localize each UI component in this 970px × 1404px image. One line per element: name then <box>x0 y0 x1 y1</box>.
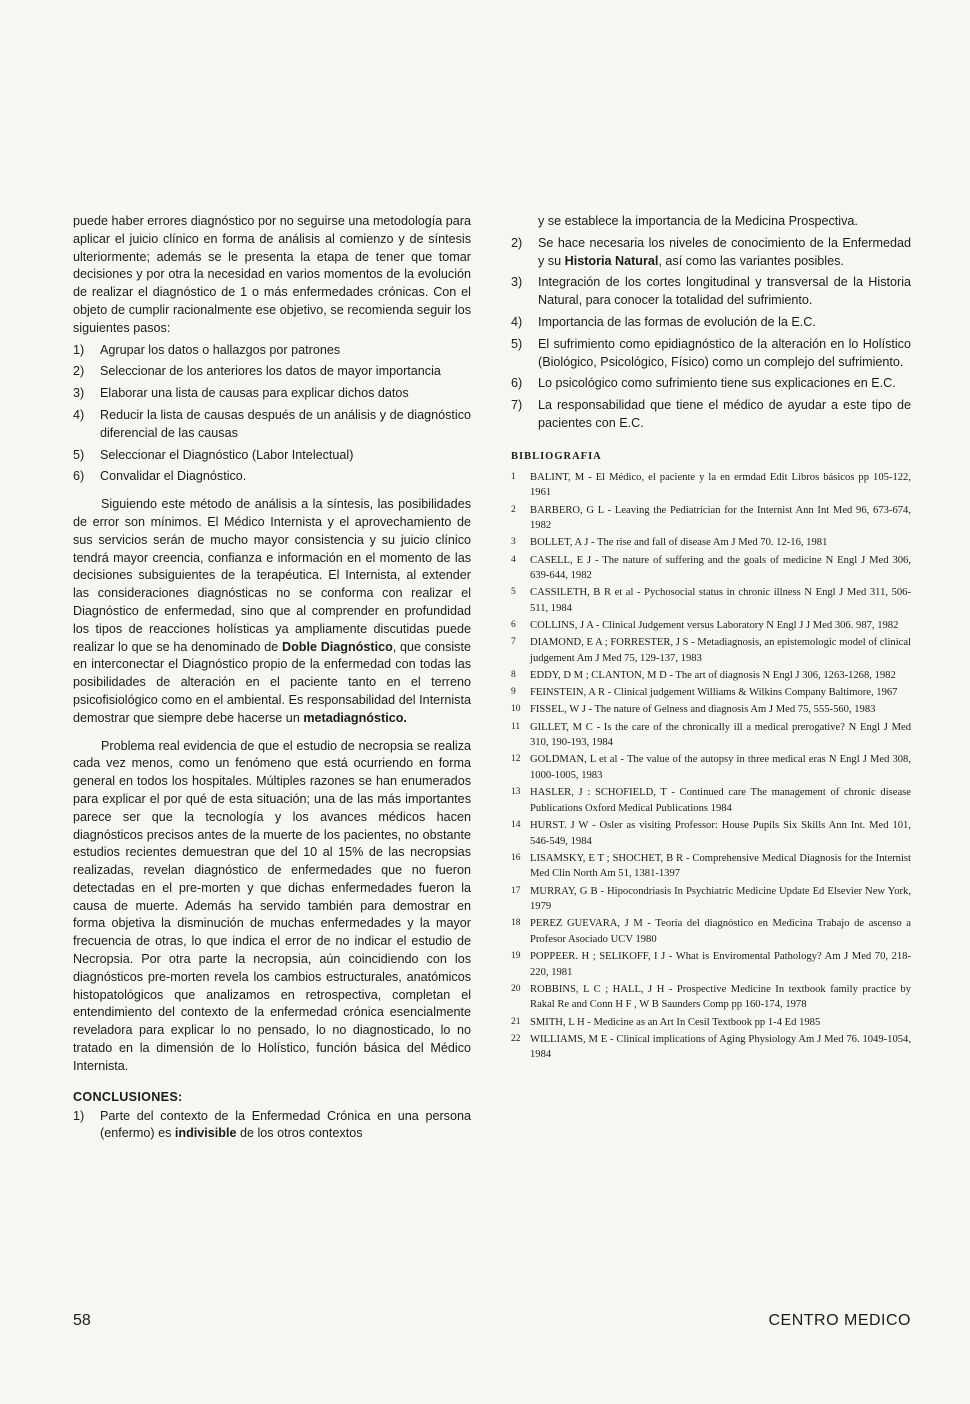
reference-item <box>511 503 911 534</box>
list-item <box>73 447 471 465</box>
necropsy-paragraph: Problema real evidencia de que el estudio de necropsia se realiza cada vez menos, como un fenómeno que está ocurriendo en forma general en todos los hospitales. Múltiples razones se han enumerados para explicar el por qué de esta situación; una de las más importantes parece ser que la tecnología y los avances médicos hacen diagnósticos precisos antes de la muerte de los pacientes, no obstante estudios recientes demuestran que del 10 al 15% de las necropsias realizadas, revelan diagnóstico de enfermedades que no fueron detectadas en el pre-morten y que dichas enfermedades fueron la causa de muerte. Además ha servido también para demostrar en forma objetiva la disminución de muchas enfermedades y la mayor frecuencia de otras, lo que indica el error de no indicar el estudio de Necropsia. Por otra parte la necropsia, aún coincidiendo con los diagnósticos pre-morten revela los cambios estructurales, anatómicos histopatológicos que analizamos en retrospectiva, completan el entendimiento del contexto de la enfermedad crónica esencialmente reveladora para explicar lo no pensado, lo no diagnosticado, lo no tratado en la dimensión de lo Holístico, función básica del Médico Internista. <box>73 738 471 1073</box>
reference-text: SMITH, L H - Medicine as an Art In Cesil Textbook pp 1-4 Ed 1985 <box>530 1016 821 1028</box>
conclusion-number: 3) <box>511 275 523 290</box>
conclusion-text: Parte del contexto de la Enfermedad Crónica en una persona (enfermo) es <box>100 1108 471 1141</box>
conclusion-number: 7) <box>511 398 523 413</box>
reference-number: 12 <box>511 754 521 765</box>
method-steps-list <box>73 342 471 487</box>
reference-number: 3 <box>511 537 516 548</box>
reference-number: 7 <box>511 637 516 648</box>
reference-item <box>511 618 911 634</box>
reference-text: MURRAY, G B - Hipocondriasis In Psychiatric Medicine Update Ed Elsevier New York, 1979 <box>530 885 911 913</box>
list-item <box>73 1108 471 1144</box>
reference-text: PEREZ GUEVARA, J M - Teoría del diagnóstico en Medicina Trabajo de ascenso a Profesor Asociado UCV 1980 <box>530 918 911 945</box>
reference-number: 6 <box>511 620 516 631</box>
conclusion-number: 1) <box>73 1108 85 1123</box>
magazine-name: CENTRO MEDICO <box>768 1312 911 1329</box>
conclusion-number: 4) <box>511 314 523 329</box>
reference-item <box>511 668 911 684</box>
list-item <box>511 213 911 231</box>
method-paragraph <box>73 496 471 727</box>
reference-item <box>511 752 911 783</box>
reference-item <box>511 982 911 1013</box>
reference-number: 4 <box>511 554 516 565</box>
step-number: 1) <box>73 342 85 357</box>
list-item <box>511 274 911 310</box>
reference-item <box>511 916 911 947</box>
list-item <box>511 397 911 433</box>
reference-text: BOLLET, A J - The rise and fall of disease Am J Med 70. 12-16, 1981 <box>530 537 828 549</box>
bold-term-historia-natural: Historia Natural <box>564 253 659 268</box>
conclusions-list-start <box>73 1108 471 1144</box>
reference-item <box>511 470 911 501</box>
reference-text: FISSEL, W J - The nature of Gelness and diagnosis Am J Med 75, 555-560, 1983 <box>530 704 876 716</box>
reference-number: 5 <box>511 587 516 598</box>
reference-number: 11 <box>511 721 521 732</box>
reference-number: 10 <box>511 704 521 715</box>
right-column <box>511 213 911 1065</box>
reference-text: CASSILETH, B R et al - Pychosocial status in chronic illness N Engl J Med 311, 506-511, 1984 <box>530 587 911 614</box>
conclusion-number: 5) <box>511 336 523 351</box>
reference-item <box>511 851 911 882</box>
reference-text: GILLET, M C - Is the care of the chronically ill a medical prerogative? N Engl J Med 310, 190-193, 1984 <box>530 721 911 749</box>
reference-item <box>511 585 911 616</box>
paragraph-text: Siguiendo este método de análisis a la síntesis, las posibilidades de error son mínimos. El Médico Internista y el aprovechamiento de sus servicios serán de mucho mayor consistencia y su juicio clínico tendrá mayor creencia, confianza e información en el momento de las decisiones subsiguientes de la terapéutica. El Internista, al extender las consideraciones diagnósticas no se conforma con realizar el Diagnóstico de enfermedad, sino que al comprender en profundidad los tipos de reacciones holísticas ya ampliamente discutidas puede realizar lo que se ha denominado de <box>73 497 471 654</box>
step-number: 4) <box>73 407 85 422</box>
list-item <box>73 468 471 486</box>
conclusions-list-continued <box>511 213 911 433</box>
list-item <box>511 314 911 332</box>
reference-text: ROBBINS, L C ; HALL, J H - Prospective Medicine In textbook family practice by Rakal Re and Conn H F , W B Saunders Comp pp 160-174, 1978 <box>530 983 911 1011</box>
reference-text: BALINT, M - El Médico, el paciente y la en ermdad Edit Libros básicos pp 105-122, 1961 <box>530 471 911 499</box>
reference-item <box>511 818 911 849</box>
reference-item <box>511 685 911 701</box>
reference-item <box>511 1015 911 1031</box>
list-item <box>511 375 911 393</box>
reference-number: 19 <box>511 951 521 962</box>
reference-item <box>511 635 911 666</box>
list-item <box>73 342 471 360</box>
reference-number: 2 <box>511 504 516 515</box>
bold-term-metadiagnostico: metadiagnóstico. <box>303 710 407 725</box>
reference-text: FEINSTEIN, A R - Clinical judgement Williams & Wilkins Company Baltimore, 1967 <box>530 687 898 699</box>
paragraph-text: , que consiste en interconectar el Diagnóstico propio de la enfermedad con todas las posibilidades de alteración en el paciente tanto en el terreno psicofisiológico como en el ambiental. Es responsabilidad del Internista demostrar que siempre debe hacerse un <box>73 639 471 725</box>
bibliography-heading: BIBLIOGRAFIA <box>511 450 602 462</box>
conclusion-text: Se hace necesaria los niveles de conocimiento de la Enfermedad y su <box>538 235 911 268</box>
conclusion-number: 2) <box>511 235 523 250</box>
conclusion-text: Lo psicológico como sufrimiento tiene sus explicaciones en E.C. <box>538 376 896 391</box>
reference-number: 1 <box>511 471 516 482</box>
reference-item <box>511 553 911 584</box>
step-number: 6) <box>73 469 85 484</box>
reference-item <box>511 702 911 718</box>
list-item <box>73 363 471 381</box>
bibliography-list <box>511 470 911 1063</box>
reference-number: 9 <box>511 687 516 698</box>
intro-paragraph: puede haber errores diagnóstico por no seguirse una metodología para aplicar el juicio clínico en forma de análisis al comienzo y de síntesis ulteriormente; además se le presenta la etapa de tener que tomar decisiones y por otra la necesidad en varios momentos de la evolución de realizar el diagnóstico de 1 o más enfermedades crónicas. Con el objeto de cumplir racionalmente ese objetivo, se recomienda seguir los siguientes pasos: <box>73 214 471 335</box>
left-column <box>73 213 471 1147</box>
conclusion-text: , así como las variantes posibles. <box>658 253 844 268</box>
step-text: Seleccionar de los anteriores los datos de mayor importancia <box>100 364 441 379</box>
step-number: 3) <box>73 386 85 401</box>
step-text: Convalidar el Diagnóstico. <box>100 469 247 484</box>
reference-text: GOLDMAN, L et al - The value of the autopsy in three medical eras N Engl J Med 308, 1000-1005, 1983 <box>530 754 911 781</box>
reference-text: POPPEER. H ; SELIKOFF, I J - What is Enviromental Pathology? Am J Med 70, 218-220, 1981 <box>530 951 911 978</box>
reference-number: 21 <box>511 1016 521 1027</box>
reference-text: CASELL, E J - The nature of suffering and the goals of medicine N Engl J Med 306, 639-644, 1982 <box>530 554 911 582</box>
reference-number: 8 <box>511 670 516 681</box>
step-text: Agrupar los datos o hallazgos por patrones <box>100 342 341 357</box>
list-item <box>511 336 911 372</box>
reference-item <box>511 785 911 816</box>
reference-item <box>511 720 911 751</box>
reference-text: COLLINS, J A - Clinical Judgement versus Laboratory N Engl J J Med 306. 987, 1982 <box>530 620 899 632</box>
reference-number: 18 <box>511 918 521 929</box>
reference-item <box>511 535 911 551</box>
conclusion-text: Importancia de las formas de evolución de la E.C. <box>538 314 816 329</box>
reference-item <box>511 949 911 980</box>
reference-text: HURST. J W - Osler as visiting Professor: House Pupils Six Skills Ann Int. Med 101, 546-549, 1984 <box>530 819 911 847</box>
list-item <box>73 407 471 443</box>
conclusion-number: 6) <box>511 376 523 391</box>
reference-number: 17 <box>511 885 521 896</box>
reference-text: WILLIAMS, M E - Clinical implications of Aging Physiology Am J Med 76. 1049-1054, 1984 <box>530 1033 911 1061</box>
reference-number: 22 <box>511 1033 521 1044</box>
list-item <box>73 385 471 403</box>
reference-number: 20 <box>511 983 521 994</box>
page-number: 58 <box>73 1312 91 1329</box>
step-text: Elaborar una lista de causas para explicar dichos datos <box>100 386 409 401</box>
reference-text: DIAMOND, E A ; FORRESTER, J S - Metadiagnosis, an epistemologic model of clinical judgement Am J Med 75, 129-137, 1983 <box>530 637 911 664</box>
conclusion-text: Integración de los cortes longitudinal y transversal de la Historia Natural, para conocer la totalidad del sufrimiento. <box>538 275 911 308</box>
bold-term-indivisible: indivisible <box>174 1126 237 1141</box>
conclusion-text: La responsabilidad que tiene el médico de ayudar a este tipo de pacientes con E.C. <box>538 398 911 430</box>
step-text: Reducir la lista de causas después de un análisis y de diagnóstico diferencial de las causas <box>100 407 471 440</box>
conclusion-text: de los otros contextos <box>236 1126 363 1141</box>
conclusions-heading: CONCLUSIONES: <box>73 1089 183 1104</box>
list-item <box>511 235 911 271</box>
step-number: 5) <box>73 447 85 462</box>
reference-number: 13 <box>511 787 521 798</box>
reference-text: HASLER, J : SCHOFIELD, T - Continued care The management of chronic disease Publications Oxford Medical Publications 1984 <box>530 787 911 814</box>
reference-number: 14 <box>511 819 521 830</box>
step-number: 2) <box>73 364 85 379</box>
reference-item <box>511 1032 911 1063</box>
reference-text: LISAMSKY, E T ; SHOCHET, B R - Comprehensive Medical Diagnosis for the Internist Med Clin North Am 51, 1381-1397 <box>530 852 911 880</box>
conclusion-text: El sufrimiento como epidiagnóstico de la alteración en lo Holístico (Biológico, Psicológico, Físico) como un complejo del sufrimiento. <box>538 336 911 369</box>
reference-text: BARBERO, G L - Leaving the Pediatrician for the Internist Ann Int Med 96, 673-674, 1982 <box>530 504 911 532</box>
reference-number: 16 <box>511 852 521 863</box>
reference-item <box>511 884 911 915</box>
bold-term-doble-diagnostico: Doble Diagnóstico <box>281 639 393 654</box>
conclusion-text: y se establece la importancia de la Medicina Prospectiva. <box>538 214 858 228</box>
step-text: Seleccionar el Diagnóstico (Labor Intelectual) <box>100 447 354 462</box>
reference-text: EDDY, D M ; CLANTON, M D - The art of diagnosis N Engl J 306, 1263-1268, 1982 <box>530 670 896 682</box>
